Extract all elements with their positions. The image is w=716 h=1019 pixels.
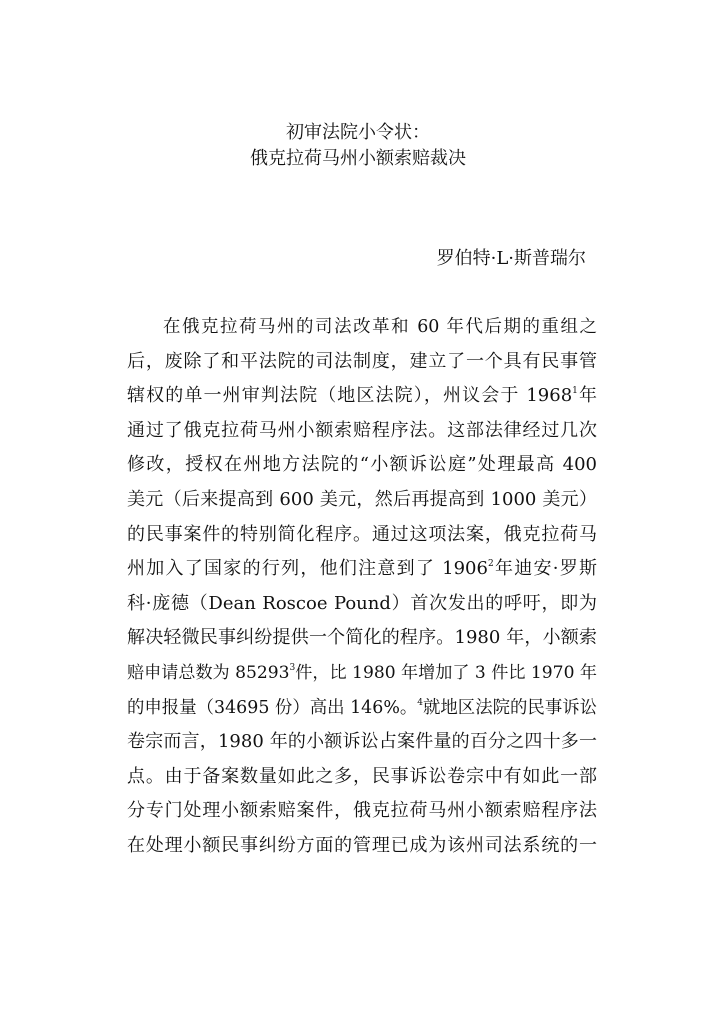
body-line — [127, 725, 597, 760]
document-title — [0, 120, 716, 172]
body-line — [127, 518, 597, 553]
body-line-pre: 辖权的单一州审判法院（地区法院），州议会于 1968 — [127, 385, 573, 407]
body-line-pre: 分专门处理小额索赔案件，俄克拉荷马州小额索赔程序法 — [127, 800, 597, 822]
body-line-pre: 点。由于备案数量如此之多，民事诉讼卷宗中有如此一部 — [127, 765, 597, 787]
body-line-text — [127, 656, 597, 691]
body-paragraph — [127, 310, 597, 864]
title-line-1: 初审法院小令状： — [286, 122, 430, 143]
title-line-2: 俄克拉荷马州小额索赔裁决 — [250, 148, 466, 169]
body-line-post: 件，比 1980 年增加了 3 件比 1970 年 — [295, 662, 597, 683]
body-line — [127, 587, 597, 622]
body-line-pre: 州加入了国家的行列，他们注意到了 1906 — [127, 558, 488, 580]
body-line-text — [127, 414, 597, 449]
body-line-pre: 科·庞德（Dean Roscoe Pound）首次发出的呼吁，即为 — [127, 592, 597, 614]
body-line-text — [127, 518, 597, 553]
body-line-text — [127, 345, 597, 380]
body-line-text — [127, 310, 597, 345]
body-line-pre: 在俄克拉荷马州的司法改革和 60 年代后期的重组之 — [163, 317, 597, 337]
footnote-marker: 2 — [487, 559, 494, 570]
body-line — [127, 483, 597, 518]
body-line — [127, 621, 597, 656]
author-name: 罗伯特·L·斯普瑞尔 — [436, 248, 586, 269]
body-line-pre: 通过了俄克拉荷马州小额索赔程序法。这部法律经过几次 — [127, 419, 597, 441]
body-line — [127, 656, 597, 691]
body-line-pre: 修改，授权在州地方法院的“小额诉讼庭”处理最高 400 — [127, 454, 597, 476]
body-line-pre: 美元（后来提高到 600 美元，然后再提高到 1000 美元） — [127, 488, 597, 510]
body-line-post: 年迪安·罗斯 — [493, 558, 597, 580]
body-line-text — [127, 829, 597, 864]
body-line — [127, 794, 597, 829]
body-line — [127, 345, 597, 380]
body-line — [127, 379, 597, 414]
footnote-marker: 4 — [417, 697, 423, 708]
body-line-post: 就地区法院的民事诉讼 — [423, 697, 598, 718]
body-line-text — [127, 760, 597, 795]
footnote-marker: 3 — [289, 662, 296, 673]
body-line-text — [127, 552, 597, 587]
body-line-pre: 在处理小额民事纠纷方面的管理已成为该州司法系统的一 — [127, 834, 597, 856]
body-line-pre: 的申报量（34695 份）高出 146%。 — [127, 697, 418, 718]
body-line-pre: 赔申请总数为 85293 — [127, 662, 290, 683]
body-line — [127, 414, 597, 449]
body-line-text — [127, 691, 597, 726]
body-line-text — [127, 483, 597, 518]
body-line — [127, 552, 597, 587]
body-line — [127, 448, 597, 483]
body-line-post: 年 — [577, 385, 598, 407]
body-line — [127, 829, 597, 864]
body-line-text — [127, 379, 597, 414]
body-line-pre: 的民事案件的特别简化程序。通过这项法案，俄克拉荷马 — [127, 523, 597, 545]
body-line-pre: 后，废除了和平法院的司法制度，建立了一个具有民事管 — [127, 350, 597, 372]
body-line — [127, 760, 597, 795]
body-line-text — [127, 448, 597, 483]
body-line-text — [127, 587, 597, 622]
body-line — [127, 691, 597, 726]
body-line-text — [127, 725, 597, 760]
footnote-marker: 1 — [572, 386, 578, 397]
body-line-text — [127, 794, 597, 829]
body-line — [127, 310, 597, 345]
body-line-text — [127, 621, 597, 656]
body-line-pre: 解决轻微民事纠纷提供一个简化的程序。1980 年，小额索 — [127, 627, 597, 649]
body-line-pre: 卷宗而言，1980 年的小额诉讼占案件量的百分之四十多一 — [127, 731, 597, 753]
